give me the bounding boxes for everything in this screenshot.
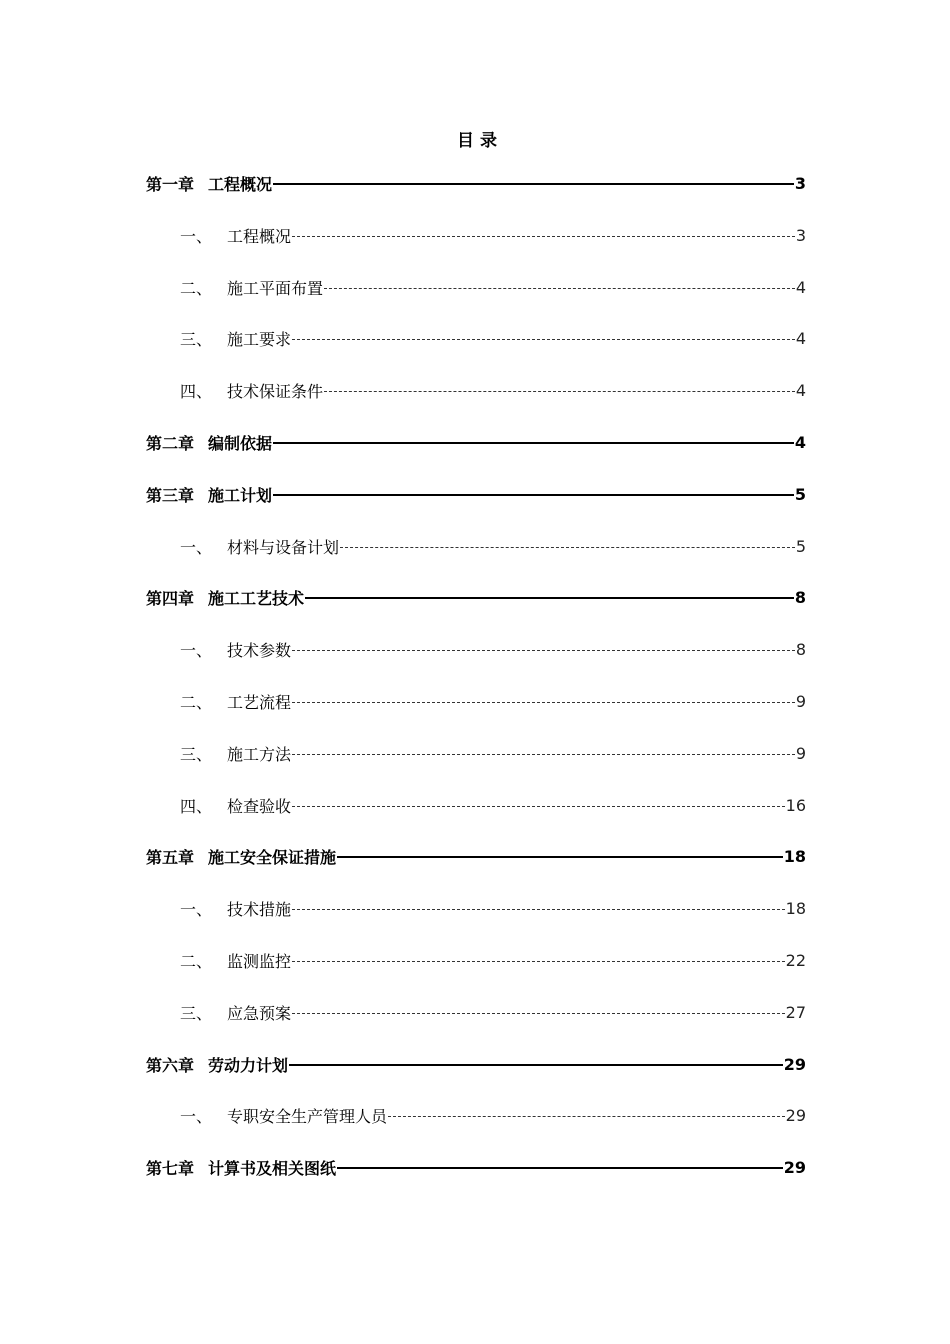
toc-leader-line bbox=[388, 1116, 785, 1117]
toc-chapter-entry[interactable] bbox=[146, 585, 806, 609]
toc-entry-number: 二、 bbox=[180, 951, 213, 971]
toc-section-entry[interactable] bbox=[180, 896, 806, 920]
toc-section-entry[interactable] bbox=[180, 689, 806, 713]
toc-chapter-entry[interactable] bbox=[146, 1155, 806, 1179]
toc-chapter-entry[interactable] bbox=[146, 430, 806, 454]
toc-chapter-entry[interactable] bbox=[146, 1052, 806, 1076]
toc-entry-number: 第六章 bbox=[146, 1055, 195, 1075]
toc-section-entry[interactable] bbox=[180, 326, 806, 350]
toc-entry-title: 工艺流程 bbox=[227, 692, 292, 712]
toc-entry-number: 四、 bbox=[180, 796, 213, 816]
toc-entry-title: 计算书及相关图纸 bbox=[208, 1158, 337, 1178]
toc-section-entry[interactable] bbox=[180, 378, 806, 402]
toc-leader-line bbox=[292, 650, 795, 651]
toc-entry-title: 材料与设备计划 bbox=[227, 537, 340, 557]
toc-chapter-entry[interactable] bbox=[146, 844, 806, 868]
toc-leader-line bbox=[324, 391, 795, 392]
toc-entry-page-number: 9 bbox=[795, 691, 806, 711]
toc-entry-number: 二、 bbox=[180, 278, 213, 298]
toc-leader-line bbox=[292, 961, 785, 962]
toc-entry-title: 施工工艺技术 bbox=[208, 588, 305, 608]
toc-entry-number: 二、 bbox=[180, 692, 213, 712]
toc-leader-line bbox=[337, 1167, 783, 1169]
toc-entry-page-number: 29 bbox=[785, 1105, 806, 1125]
toc-entry-number: 四、 bbox=[180, 381, 213, 401]
toc-leader-line bbox=[273, 183, 794, 185]
toc-entry-page-number: 5 bbox=[795, 536, 806, 556]
toc-leader-line bbox=[292, 702, 795, 703]
toc-entry-number: 第七章 bbox=[146, 1158, 195, 1178]
toc-chapter-entry[interactable] bbox=[146, 171, 806, 195]
toc-section-entry[interactable] bbox=[180, 793, 806, 817]
toc-entry-number: 第一章 bbox=[146, 174, 195, 194]
toc-entry-page-number: 3 bbox=[795, 225, 806, 245]
toc-entry-number: 第四章 bbox=[146, 588, 195, 608]
toc-entry-page-number: 4 bbox=[795, 380, 806, 400]
toc-entry-number: 第二章 bbox=[146, 433, 195, 453]
toc-leader-line bbox=[337, 856, 783, 858]
toc-entry-title: 施工计划 bbox=[208, 485, 273, 505]
toc-entry-page-number: 18 bbox=[785, 898, 806, 918]
toc-entry-number: 一、 bbox=[180, 226, 213, 246]
toc-entry-number: 三、 bbox=[180, 744, 213, 764]
toc-entry-page-number: 5 bbox=[794, 484, 806, 504]
toc-entry-title: 技术措施 bbox=[227, 899, 292, 919]
toc-entry-number: 第三章 bbox=[146, 485, 195, 505]
toc-entry-title: 工程概况 bbox=[208, 174, 273, 194]
toc-entry-page-number: 29 bbox=[783, 1054, 806, 1074]
toc-leader-line bbox=[340, 547, 795, 548]
toc-section-entry[interactable] bbox=[180, 275, 806, 299]
toc-entry-title: 施工方法 bbox=[227, 744, 292, 764]
toc-leader-line bbox=[292, 236, 795, 237]
toc-entry-title: 专职安全生产管理人员 bbox=[227, 1106, 388, 1126]
toc-entry-page-number: 22 bbox=[785, 950, 806, 970]
toc-leader-line bbox=[292, 339, 795, 340]
toc-entry-page-number: 29 bbox=[783, 1157, 806, 1177]
toc-entry-page-number: 18 bbox=[783, 846, 806, 866]
toc-entry-page-number: 4 bbox=[795, 277, 806, 297]
toc-entry-number: 一、 bbox=[180, 899, 213, 919]
toc-entry-number: 三、 bbox=[180, 329, 213, 349]
toc-entry-title: 工程概况 bbox=[227, 226, 292, 246]
toc-entry-title: 应急预案 bbox=[227, 1003, 292, 1023]
toc-entry-page-number: 8 bbox=[795, 639, 806, 659]
toc-leader-line bbox=[273, 494, 794, 496]
toc-leader-line bbox=[292, 806, 785, 807]
toc-entry-page-number: 4 bbox=[795, 328, 806, 348]
toc-entry-number: 一、 bbox=[180, 537, 213, 557]
toc-entry-number: 第五章 bbox=[146, 847, 195, 867]
toc-entry-page-number: 8 bbox=[794, 587, 806, 607]
toc-entry-page-number: 27 bbox=[785, 1002, 806, 1022]
toc-entry-title: 技术参数 bbox=[227, 640, 292, 660]
toc-section-entry[interactable] bbox=[180, 948, 806, 972]
toc-entry-title: 监测监控 bbox=[227, 951, 292, 971]
toc-entry-title: 技术保证条件 bbox=[227, 381, 324, 401]
toc-leader-line bbox=[305, 597, 794, 599]
toc-entry-title: 施工要求 bbox=[227, 329, 292, 349]
toc-leader-line bbox=[292, 1013, 785, 1014]
toc-section-entry[interactable] bbox=[180, 534, 806, 558]
toc-title: 目 录 bbox=[457, 131, 497, 151]
toc-entry-number: 三、 bbox=[180, 1003, 213, 1023]
toc-entry-title: 检查验收 bbox=[227, 796, 292, 816]
toc-leader-line bbox=[273, 442, 794, 444]
toc-section-entry[interactable] bbox=[180, 1103, 806, 1127]
toc-section-entry[interactable] bbox=[180, 223, 806, 247]
toc-entry-page-number: 16 bbox=[785, 795, 806, 815]
toc-entry-page-number: 9 bbox=[795, 743, 806, 763]
toc-entry-page-number: 3 bbox=[794, 173, 806, 193]
toc-section-entry[interactable] bbox=[180, 741, 806, 765]
toc-entry-title: 施工平面布置 bbox=[227, 278, 324, 298]
toc-entry-title: 劳动力计划 bbox=[208, 1055, 289, 1075]
toc-entry-number: 一、 bbox=[180, 640, 213, 660]
toc-entry-number: 一、 bbox=[180, 1106, 213, 1126]
toc-entry-title: 施工安全保证措施 bbox=[208, 847, 337, 867]
toc-chapter-entry[interactable] bbox=[146, 482, 806, 506]
toc-leader-line bbox=[289, 1064, 783, 1066]
toc-entry-page-number: 4 bbox=[794, 432, 806, 452]
toc-leader-line bbox=[292, 754, 795, 755]
toc-entry-title: 编制依据 bbox=[208, 433, 273, 453]
toc-section-entry[interactable] bbox=[180, 637, 806, 661]
toc-leader-line bbox=[324, 288, 795, 289]
toc-section-entry[interactable] bbox=[180, 1000, 806, 1024]
toc-leader-line bbox=[292, 909, 785, 910]
